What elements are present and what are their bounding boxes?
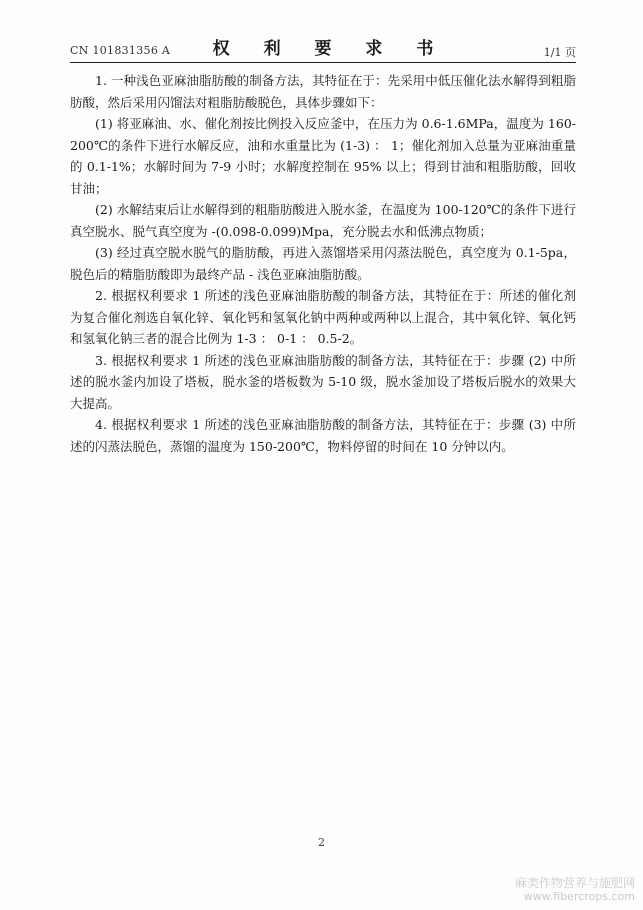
document-title: 权 利 要 求 书 xyxy=(212,39,448,59)
claim-1-step-2: (2) 水解结束后让水解得到的粗脂肪酸进入脱水釜，在温度为 100-120℃的条件下进行真空脱水、脱气真空度为 -(0.098-0.099)Mpa，充分脱去水和低沸点物质； xyxy=(70,202,576,239)
watermark-url: www.fibercrops.com xyxy=(523,890,635,903)
header-divider xyxy=(70,62,576,63)
claim-4: 4. 根据权利要求 1 所述的浅色亚麻油脂肪酸的制备方法，其特征在于：步骤 (3) 中所述的闪蒸法脱色，蒸馏的温度为 150-200℃，物料停留的时间在 10 分钟以内。 xyxy=(70,417,576,454)
page-indicator: 1/1 页 xyxy=(543,46,576,59)
patent-number: CN 101831356 A xyxy=(70,44,171,57)
claim-1-step-1: (1) 将亚麻油、水、催化剂按比例投入反应釜中，在压力为 0.6-1.6MPa，温度为 160-200℃的条件下进行水解反应，油和水重量比为 (1-3) ： 1；催化剂加入总量为亚麻油重量的 0.1-1%；水解时间为 7-9 小时；水解度控制在 95% 以上；得到甘油和粗脂肪酸，回收甘油； xyxy=(70,116,576,196)
claim-1-step-3: (3) 经过真空脱水脱气的脂肪酸，再进入蒸馏塔采用闪蒸法脱色，真空度为 0.1-5pa，脱色后的精脂肪酸即为最终产品 - 浅色亚麻油脂肪酸。 xyxy=(70,245,576,282)
claim-3: 3. 根据权利要求 1 所述的浅色亚麻油脂肪酸的制备方法，其特征在于：步骤 (2) 中所述的脱水釜内加设了塔板，脱水釜的塔板数为 5-10 级，脱水釜加设了塔板后脱水的效果大大提高。 xyxy=(70,352,576,411)
claims-body xyxy=(70,70,576,457)
site-watermark xyxy=(515,876,635,904)
watermark-site-name: 麻类作物营养与施肥网 xyxy=(514,876,635,890)
document-header xyxy=(70,30,576,60)
claim-1: 1. 一种浅色亚麻油脂肪酸的制备方法，其特征在于：先采用中低压催化法水解得到粗脂肪酸，然后采用闪馏法对粗脂肪酸脱色，具体步骤如下： xyxy=(70,73,576,110)
claim-2: 2. 根据权利要求 1 所述的浅色亚麻油脂肪酸的制备方法，其特征在于：所述的催化剂为复合催化剂选自氧化锌、氧化钙和氢氧化钠中两种或两种以上混合，其中氧化锌、氧化钙和氢氧化钠三者的混合比例为 1-3 ： 0-1 ： 0.5-2。 xyxy=(70,288,576,346)
page-number: 2 xyxy=(318,836,325,849)
